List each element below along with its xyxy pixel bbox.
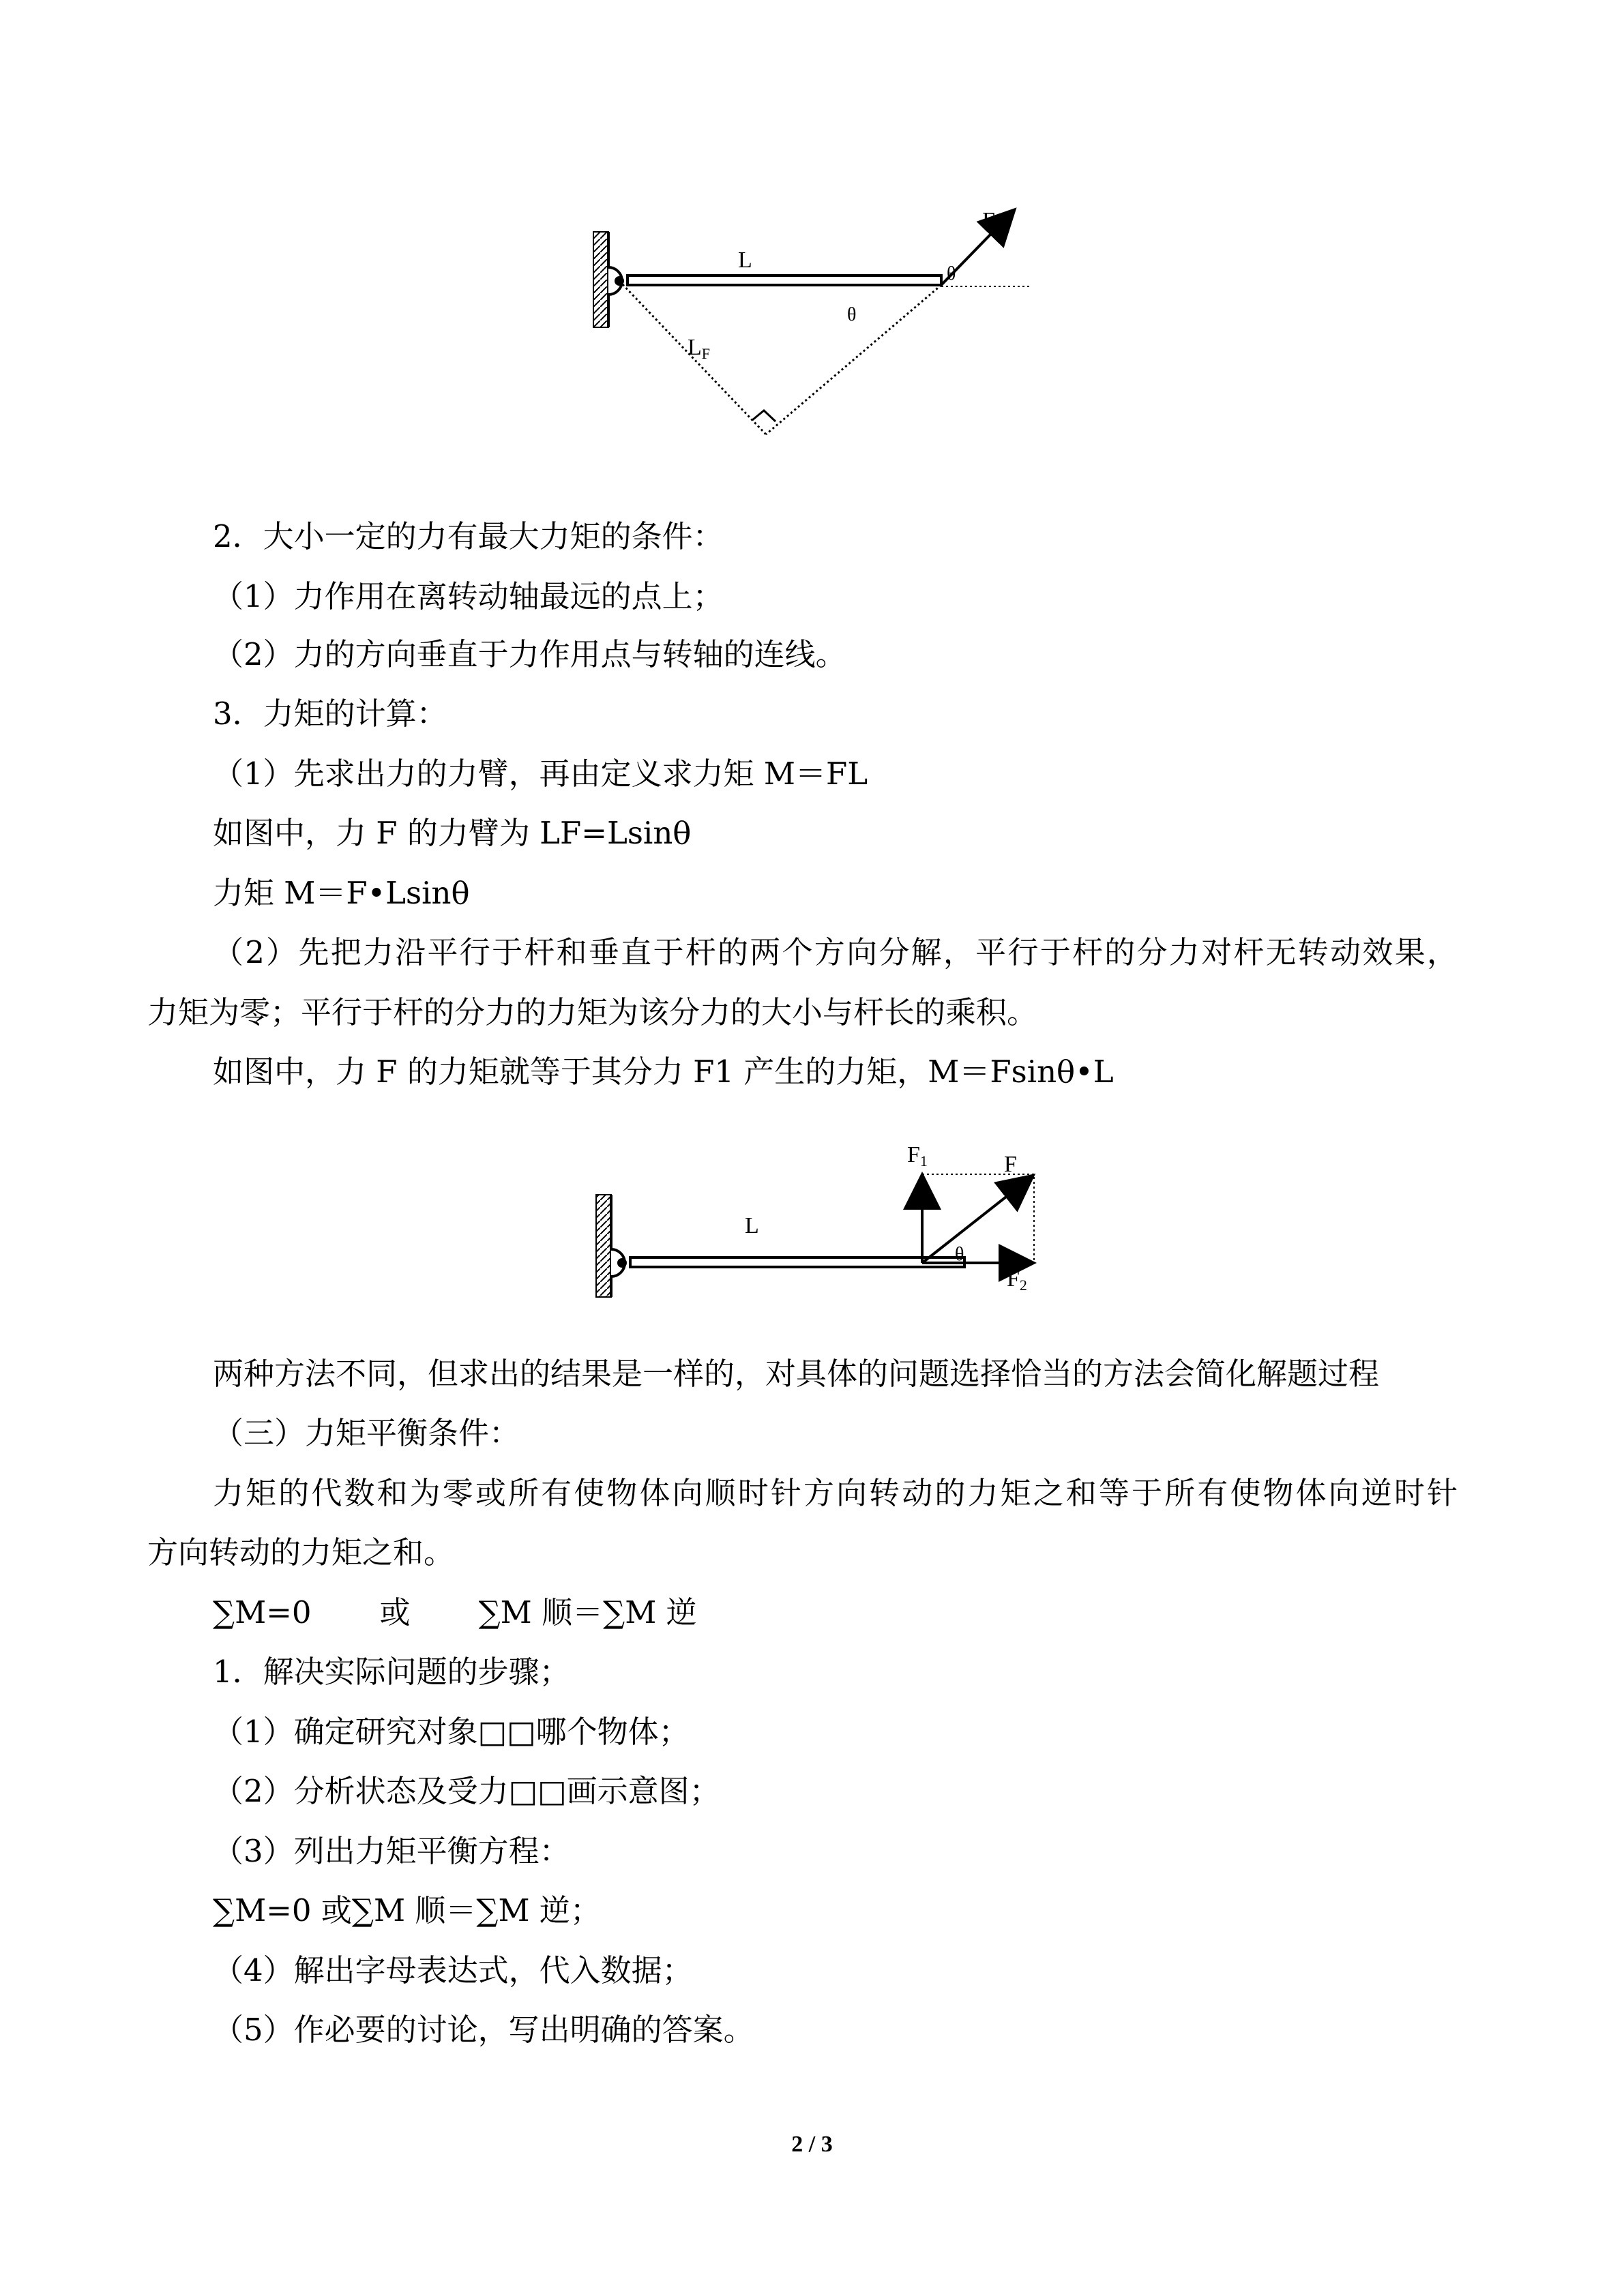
paragraph: 如图中，力 F 的力矩就等于其分力 F1 产生的力矩，M＝Fsinθ•L	[213, 1054, 1114, 1090]
equation-balance: ∑M 顺＝∑M 逆	[478, 1594, 697, 1630]
paragraph: 1．解决实际问题的步骤；	[213, 1654, 570, 1690]
paragraph: （3）列出力矩平衡方程：	[213, 1833, 570, 1869]
paragraph: （1）确定研究对象□□哪个物体；	[213, 1714, 690, 1750]
paragraph: 力矩的代数和为零或所有使物体向顺时针方向转动的力矩之和等于所有使物体向逆时针	[213, 1475, 1458, 1511]
label-theta: θ	[955, 1244, 964, 1265]
label-F: F	[982, 208, 995, 233]
page-number: 2 / 3	[791, 2132, 833, 2157]
label-F: F	[1004, 1152, 1017, 1177]
paragraph: （2）分析状态及受力□□画示意图；	[213, 1773, 720, 1809]
paragraph: ∑M=0 或∑M 顺＝∑M 逆；	[213, 1892, 601, 1928]
paragraph: （4）解出字母表达式，代入数据；	[213, 1952, 693, 1988]
label-F1: F1	[907, 1142, 928, 1169]
paragraph: 3．力矩的计算：	[213, 696, 447, 732]
equation-or: 或	[379, 1594, 411, 1630]
label-L: L	[745, 1213, 759, 1238]
pivot-hinge	[611, 1249, 627, 1277]
figure-lever-moment-arm	[573, 191, 1050, 464]
rod	[628, 275, 941, 285]
label-LF: LF	[688, 335, 711, 362]
paragraph: 力矩为零；平行于杆的分力的力矩为该分力的大小与杆长的乘积。	[147, 994, 1038, 1030]
paragraph: （三）力矩平衡条件：	[213, 1415, 520, 1451]
equation-line	[213, 1592, 697, 1633]
paragraph: （1）先求出力的力臂，再由定义求力矩 M＝FL	[213, 756, 868, 792]
rod	[630, 1257, 964, 1267]
figure-force-decomposition	[587, 1132, 1064, 1309]
right-angle-mark	[752, 411, 776, 421]
wall-support	[593, 232, 608, 327]
label-theta-outer: θ	[947, 263, 956, 284]
wall-support	[596, 1195, 611, 1297]
paragraph: （5）作必要的讨论，写出明确的答案。	[213, 2012, 754, 2048]
paragraph: （2）力的方向垂直于力作用点与转轴的连线。	[213, 636, 846, 672]
paragraph: 如图中，力 F 的力臂为 LF=Lsinθ	[213, 815, 692, 851]
paragraph: （2）先把力沿平行于杆和垂直于杆的两个方向分解，平行于杆的分力对杆无转动效果，	[213, 934, 1458, 970]
label-L: L	[738, 248, 752, 273]
paragraph: （1）力作用在离转动轴最远的点上；	[213, 578, 724, 614]
label-F2: F2	[1007, 1266, 1027, 1294]
equation-sum-zero: ∑M=0	[213, 1594, 312, 1630]
paragraph: 两种方法不同，但求出的结果是一样的，对具体的问题选择恰当的方法会简化解题过程	[213, 1356, 1380, 1392]
pivot-hinge	[608, 267, 624, 295]
paragraph: 2．大小一定的力有最大力矩的条件：	[213, 518, 724, 554]
force-F-arrow	[922, 1177, 1031, 1263]
label-theta-inner: θ	[847, 304, 857, 325]
paragraph: 力矩 M＝F•Lsinθ	[213, 875, 470, 911]
paragraph: 方向转动的力矩之和。	[147, 1534, 455, 1570]
